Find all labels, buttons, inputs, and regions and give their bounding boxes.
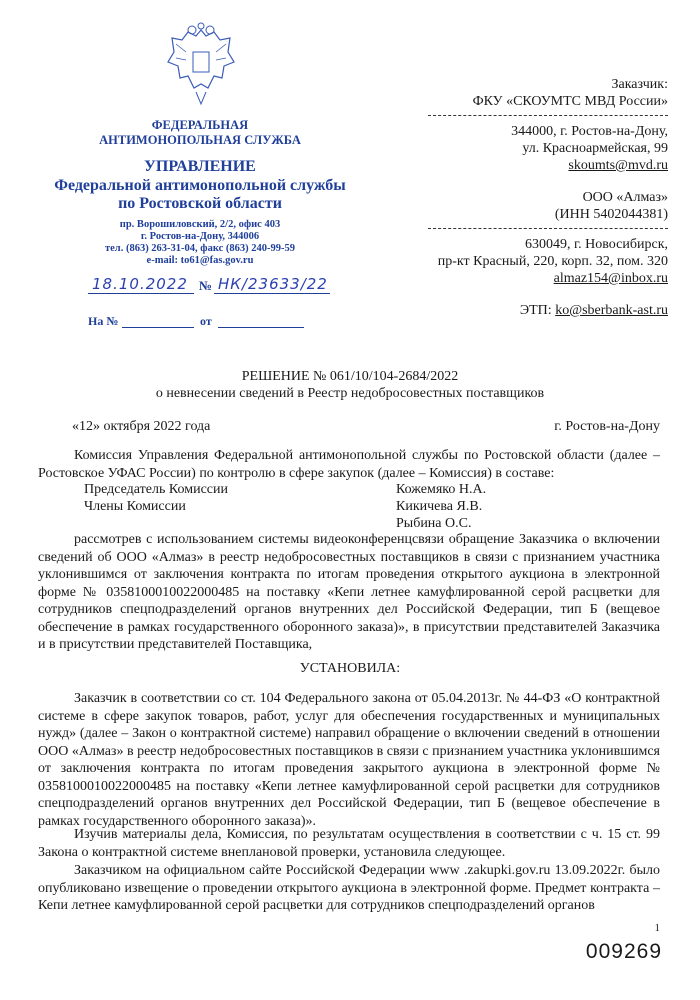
address-line1: пр. Ворошиловский, 2/2, офис 403	[119, 219, 281, 230]
decision-city: г. Ростов-на-Дону	[554, 419, 660, 434]
paragraph-1: Заказчик в соответствии со ст. 104 Федерального закона от 05.04.2013г. № 44-ФЗ «О контрактной системе в сфере закупок товаров, работ, услуг для обеспечения государственных и муниципальных нужд» (далее – Закон о контрактной системе) направил обращение о включении сведений в отношении ООО «Алмаз» в реестр недобросовестных поставщиков в связи с признанием участника уклонившимся от заключения контракта по итогам проведения закрытого аукциона в электронной форме № 0358100010022000485 на поставку «Кепи летнее камуфлированной серой расцветки для сотрудников спецподразделений органов внутренних дел Российской Федерации, тип Б (вещевое обеспечение в рамках государственного оборонного заказа)».	[38, 691, 660, 829]
phone-fax-line: тел. (863) 263-31-04, факс (863) 240-99-59	[104, 243, 296, 254]
intro-paragraph: Комиссия Управления Федеральной антимонопольной службы по Ростовской области (далее – Ростовское УФАС России) по контролю в сфере закупок (далее – Комиссия) в составе:	[38, 448, 660, 481]
member-1: Кикичева Я.В.	[396, 499, 483, 514]
supplier-name: ООО «Алмаз»	[582, 190, 668, 205]
decision-date: «12» октября 2022 года	[72, 419, 211, 434]
established-heading: УСТАНОВИЛА:	[299, 661, 401, 676]
divider-1	[428, 114, 668, 116]
chair-label: Председатель Комиссии	[84, 482, 228, 497]
stamp-number: 009269	[585, 940, 662, 963]
supplier-inn: (ИНН 5402044381)	[554, 207, 668, 222]
supplier-address-line1: 630049, г. Новосибирск,	[525, 237, 668, 252]
decision-subtitle: о невнесении сведений в Реестр недобросовестных поставщиков	[155, 386, 545, 401]
department-title-line3: по Ростовской области	[118, 195, 282, 212]
agency-name-line2: АНТИМОНОПОЛЬНАЯ СЛУЖБА	[99, 133, 301, 147]
registration-date: 18.10.2022	[92, 275, 188, 293]
agency-name-line1: ФЕДЕРАЛЬНАЯ	[151, 118, 249, 132]
department-title-line1: УПРАВЛЕНИЕ	[144, 158, 256, 175]
etp-label: ЭТП:	[519, 303, 552, 318]
etp-email[interactable]: ko@sberbank-ast.ru	[555, 303, 668, 318]
supplier-address-line2: пр-кт Красный, 220, корп. 32, пом. 320	[437, 254, 668, 269]
email-line: e-mail: to61@fas.gov.ru	[146, 255, 254, 266]
ref-number-underline	[122, 326, 194, 328]
member-2: Рыбина О.С.	[396, 516, 472, 531]
address-line2: г. Ростов-на-Дону, 344006	[140, 231, 260, 242]
ref-number-label: На №	[88, 314, 119, 328]
ref-from-underline	[218, 326, 304, 328]
customer-address-line1: 344000, г. Ростов-на-Дону,	[511, 124, 668, 139]
paragraph-2: Изучив материалы дела, Комиссия, по результатам осуществления в соответствии с ч. 15 ст. 99 Закона о контрактной системе внеплановой проверки, установила следующее.	[38, 827, 660, 860]
decision-title: РЕШЕНИЕ № 061/10/104-2684/2022	[241, 369, 459, 384]
customer-address-line2: ул. Красноармейская, 99	[522, 141, 668, 156]
coat-of-arms-emblem	[162, 22, 240, 108]
department-title-line2: Федеральной антимонопольной службы	[54, 177, 346, 194]
members-label: Члены Комиссии	[84, 499, 186, 514]
customer-name: ФКУ «СКОУМТС МВД России»	[472, 94, 668, 109]
registration-number: НК/23633/22	[218, 275, 328, 293]
supplier-email[interactable]: almaz154@inbox.ru	[553, 271, 668, 286]
page-number: 1	[654, 922, 660, 934]
considered-paragraph: рассмотрев с использованием системы видеоконференцсвязи обращение Заказчика о включении сведений об ООО «Алмаз» в реестр недобросовестных поставщиков в связи с признанием участника уклонившимся от заключения контракта по итогам проведения открытого аукциона в электронной форме № 0358100010022000485 на поставку «Кепи летнее камуфлированной серой расцветки для сотрудников спецподразделений органов внутренних дел Российской Федерации, тип Б (вещевое обеспечение в рамках государственного оборонного заказа)», в присутствии представителей Заказчика и в присутствии представителей Поставщика,	[38, 532, 660, 652]
chair-name: Кожемяко Н.А.	[396, 482, 487, 497]
customer-email[interactable]: skoumts@mvd.ru	[568, 158, 668, 173]
paragraph-3: Заказчиком на официальном сайте Российской Федерации www .zakupki.gov.ru 13.09.2022г. было опубликовано извещение о проведении открытого аукциона в электронной форме. Предмет контракта – Кепи летнее камуфлированной серой расцветки для сотрудников спецподразделений органов	[38, 863, 660, 913]
ref-from-label: от	[200, 314, 212, 328]
etp-line	[520, 302, 668, 319]
divider-2	[428, 227, 668, 229]
customer-label: Заказчик:	[611, 77, 668, 92]
reg-number-label: №	[199, 278, 213, 293]
